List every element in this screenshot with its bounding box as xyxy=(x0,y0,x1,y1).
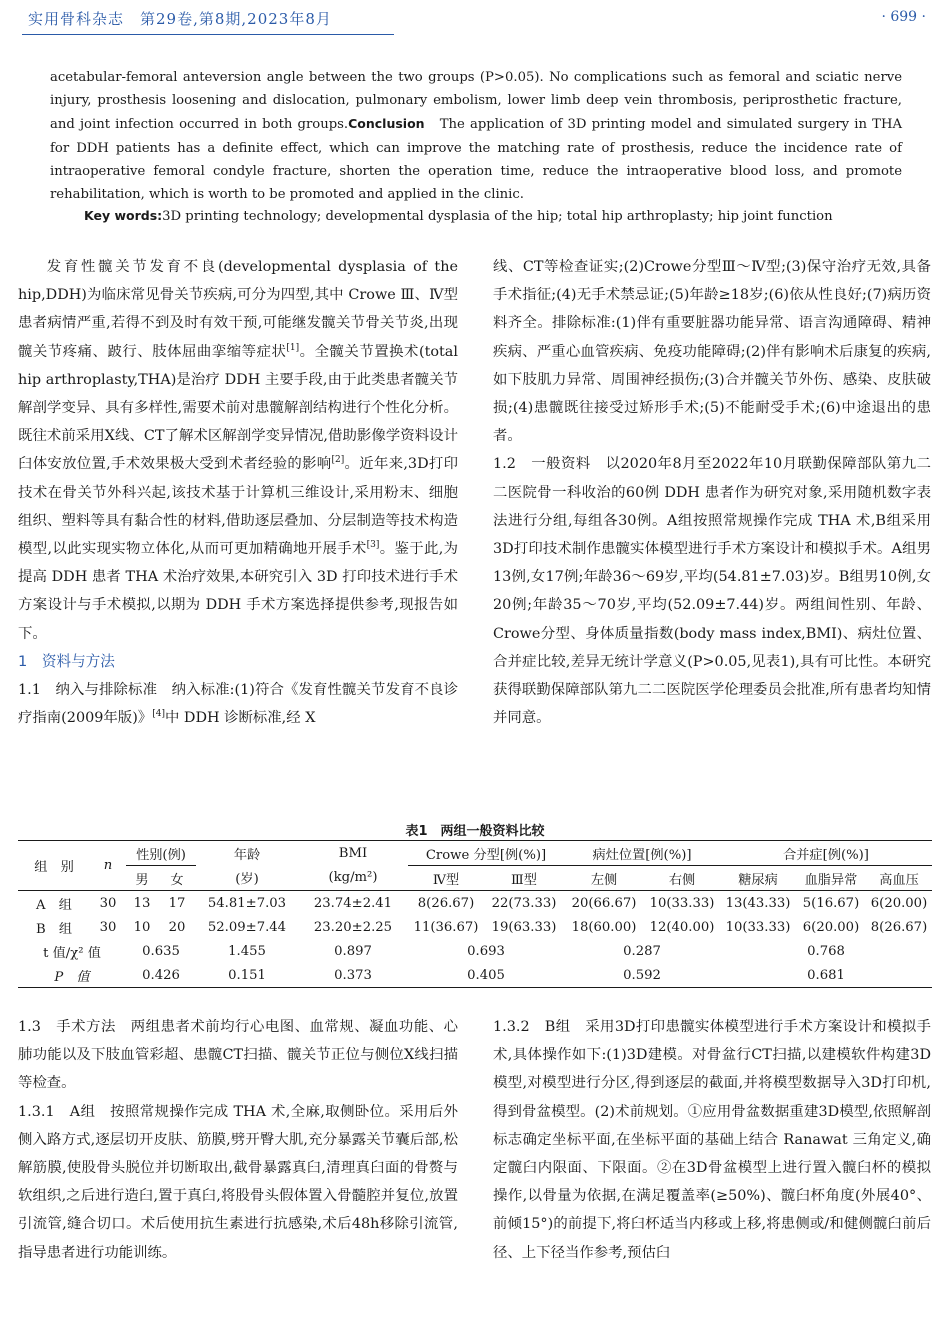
table-header-row xyxy=(18,841,932,866)
cell-stat-bmi: 0.897 xyxy=(334,943,372,959)
left-column-top xyxy=(18,253,458,732)
abstract-conclusion-text: The application of 3D printing model and simulated surgery in THA for DDH patients has a definite effect, which can improve the matching rate of prosthesis, reduce the incidence rate of intraoperative femoral condyle fracture, shorten the operation time, reduce the intraoperative blood loss, and promote rehabilitation, which is worth to be promoted and applied in the clinic. xyxy=(50,117,903,203)
th-hypertension: 高血压 xyxy=(879,872,919,888)
cell-p-age: 0.151 xyxy=(196,963,298,988)
table-subheader-row xyxy=(18,866,932,891)
cell-n: 30 xyxy=(90,891,126,916)
conclusion-label: Conclusion xyxy=(348,116,425,132)
table-row-p xyxy=(18,963,932,988)
baseline-table xyxy=(18,840,932,988)
citation-1: [1] xyxy=(286,342,300,353)
cell-dyslipidemia: 6(20.00) xyxy=(802,919,860,935)
th-male: 男 xyxy=(135,872,149,888)
cell-diabetes: 13(43.33) xyxy=(720,891,796,916)
th-group: 组 别 xyxy=(18,841,90,891)
th-sex: 性别(例) xyxy=(126,841,196,866)
left-column-bottom xyxy=(18,1013,458,1267)
th-diabetes: 糖尿病 xyxy=(738,872,778,888)
cell-hypertension: 6(20.00) xyxy=(866,891,932,916)
cell-male: 13 xyxy=(126,891,158,916)
th-comorbidity: 合并症[例(%)] xyxy=(720,841,932,866)
th-crowe: Crowe 分型[例(%)] xyxy=(408,841,564,866)
cell-age: 52.09±7.44 xyxy=(207,919,287,935)
cell-n: 30 xyxy=(99,919,117,935)
cell-group: B 组 xyxy=(35,921,73,937)
table-row-stat xyxy=(18,939,932,963)
cell-p-comorbidity: 0.681 xyxy=(720,963,932,988)
cell-female: 20 xyxy=(168,919,186,935)
section-1-3-1: 1.3.1 A组 按照常规操作完成 THA 术,全麻,取侧卧位。采用后外侧入路方式,逐层切开皮肤、筋膜,劈开臀大肌,充分暴露关节囊后部,松解筋膜,使股骨头脱位并切断取出,截骨暴露真臼,清理真臼面的骨赘与软组织,之后进行造臼,置于真臼,将股骨头假体置入骨髓腔并复位,放置引流管,缝合切口。术后使用抗生素进行抗感染,术后48h移除引流管,指导患者进行功能训练。 xyxy=(18,1103,458,1261)
cell-right: 10(33.33) xyxy=(644,891,720,916)
table-title: 表1 两组一般资料比较 xyxy=(405,824,545,839)
abstract-text xyxy=(50,66,902,206)
cell-dyslipidemia: 5(16.67) xyxy=(796,891,866,916)
abstract-results-text: acetabular-femoral anteversion angle between the two groups (P>0.05). No complications such as femoral and sciatic nerve injury, prosthesis loosening and dislocation, pulmonary embolism, lower limb deep vein thrombosis, periprosthetic fracture, and joint infection occurred in both groups. xyxy=(50,70,902,133)
section-1-2: 1.2 一般资料 以2020年8月至2022年10月联勤保障部队第九二二医院骨一科收治的60例 DDH 患者作为研究对象,采用随机数字表法进行分组,每组各30例。A组按照常规操作完成 THA 术,B组采用3D打印技术制作患髋实体模型进行手术方案设计和模拟手术。A组男13例,女17例;年龄36～69岁,平均(54.81±7.03)岁。B组男10例,女20例;年龄35～70岁,平均(52.09±7.44)岁。两组间性别、年龄、Crowe分型、身体质量指数(body mass index,BMI)、病灶位置、合并症比较,差异无统计学意义(P>0.05,见表1),具有可比性。本研究获得联勤保障部队第九二二医院医学伦理委员会批准,所有患者均知情并同意。 xyxy=(493,456,931,727)
citation-3: [3] xyxy=(366,540,380,551)
section-1-3: 1.3 手术方法 两组患者术前均行心电图、血常规、凝血功能、心肺功能以及下肢血管彩超、患髋CT扫描、髋关节正位与侧位X线扫描等检查。 xyxy=(18,1019,458,1092)
th-dyslipidemia: 血脂异常 xyxy=(804,872,858,888)
keywords-label: Key words: xyxy=(84,208,163,223)
cell-right: 12(40.00) xyxy=(649,919,715,935)
th-age: 年龄 xyxy=(196,841,298,866)
th-age-unit: (岁) xyxy=(235,872,259,888)
cell-hypertension: 8(26.67) xyxy=(870,919,928,935)
cell-crowe-4: 8(26.67) xyxy=(408,891,484,916)
th-right: 右侧 xyxy=(668,872,696,888)
cell-left: 18(60.00) xyxy=(571,919,637,935)
th-site: 病灶位置[例(%)] xyxy=(564,841,720,866)
th-crowe-4: Ⅳ型 xyxy=(432,872,460,888)
intro-text-4: 。鉴于此,为提高 DDH 患者 THA 术治疗效果,本研究引入 3D 打印技术进行手术方案设计与手术模拟,以期为 DDH 手术方案选择提供参考,现报告如下。 xyxy=(18,541,458,642)
keywords xyxy=(84,208,904,224)
cell-bmi: 23.20±2.25 xyxy=(313,919,393,935)
cell-group: A 组 xyxy=(18,891,90,916)
cell-crowe-4: 11(36.67) xyxy=(413,919,479,935)
cell-stat-age: 1.455 xyxy=(228,943,266,959)
header-rule xyxy=(22,34,394,35)
cell-bmi: 23.74±2.41 xyxy=(298,891,408,916)
cell-crowe-3: 22(73.33) xyxy=(484,891,564,916)
th-bmi: BMI xyxy=(298,841,408,866)
cell-stat-comorbidity: 0.768 xyxy=(807,943,845,959)
intro-text-3: 。近年来,3D打印技术在骨关节外科兴起,该技术基于计算机三维设计,采用粉末、细胞组织、塑料等具有黏合性的材料,借助逐层叠加、分层制造等技术构造模型,以此实现实物立体化,从而可更加精确地开展手术 xyxy=(18,456,458,558)
cell-stat-site: 0.287 xyxy=(623,943,661,959)
cell-p-label: P 值 xyxy=(18,963,126,988)
th-n: n xyxy=(90,841,126,891)
th-left: 左侧 xyxy=(590,872,618,888)
intro-text-2: 。全髋关节置换术(total hip arthroplasty,THA)是治疗 DDH 主要手段,由于此类患者髋关节解剖学变异、具有多样性,需要术前对患髋解剖结构进行个性化分析。既往术前采用X线、CT了解术区解剖学变异情况,借助影像学资料设计臼体安放位置,手术效果极大受到术者经验的影响 xyxy=(18,343,458,473)
table-row xyxy=(18,915,932,939)
cell-p-bmi: 0.373 xyxy=(298,963,408,988)
right-column-bottom xyxy=(493,1013,931,1267)
section-1-3-2: 1.3.2 B组 采用3D打印患髋实体模型进行手术方案设计和模拟手术,具体操作如下:(1)3D建模。对骨盆行CT扫描,以建模软件构建3D模型,对模型进行分区,得到逐层的截面,并将模型数据导入3D打印机,得到骨盆模型。(2)术前规划。①应用骨盆数据重建3D模型,依照解剖标志确定坐标平面,在坐标平面的基础上结合 Ranawat 三角定义,确定髋臼内限面、下限面。②在3D骨盆模型上进行置入髋臼杯的模拟操作,以骨量为依据,在满足覆盖率(≥50%)、髋臼杯角度(外展40°、前倾15°)的前提下,将臼杯适当内移或上移,将患侧或/和健侧髋臼前后径、上下径当作参考,预估臼 xyxy=(493,1019,931,1261)
section-heading-methods: 1 资料与方法 xyxy=(18,652,115,670)
cell-diabetes: 10(33.33) xyxy=(725,919,791,935)
citation-4: [4] xyxy=(152,709,165,720)
intro-text-1: 发育性髋关节发育不良(developmental dysplasia of the hip,DDH)为临床常见骨关节疾病,可分为四型,其中 Crowe Ⅲ、Ⅳ型患者病情严重,若得不到及时有效干预,可能继发髋关节骨关节炎,出现髋关节疼痛、跛行、肢体屈曲挛缩等症状 xyxy=(18,259,458,360)
criteria-paragraph: 线、CT等检查证实;(2)Crowe分型Ⅲ～Ⅳ型;(3)保守治疗无效,具备手术指征;(4)无手术禁忌证;(5)年龄≥18岁;(6)依从性良好;(7)病历资料齐全。排除标准:(1)伴有重要脏器功能异常、语言沟通障碍、精神疾病、严重心血管疾病、免疫功能障碍;(2)伴有影响术后康复的疾病,如下肢肌力异常、周围神经损伤;(3)合并髋关节外伤、感染、皮肤破损;(4)患髋既往接受过矫形手术;(5)不能耐受手术;(6)中途退出的患者。 xyxy=(493,259,931,445)
cell-p-sex: 0.426 xyxy=(126,963,196,988)
section-1-1 xyxy=(18,676,458,732)
section-1-1-text: 1.1 纳入与排除标准 纳入标准:(1)符合《发育性髋关节发育不良诊疗指南(2009年版)》 xyxy=(18,682,458,727)
cell-p-crowe: 0.405 xyxy=(408,963,564,988)
cell-stat-label: t 值/χ² 值 xyxy=(43,945,101,961)
table-row xyxy=(18,891,932,916)
keywords-text: 3D printing technology; developmental dysplasia of the hip; total hip arthroplasty; hip joint function xyxy=(162,209,833,224)
right-column-top xyxy=(493,253,931,732)
intro-paragraph xyxy=(18,253,458,648)
cell-male: 10 xyxy=(133,919,151,935)
page-number: · 699 · xyxy=(881,9,926,25)
cell-stat-sex: 0.635 xyxy=(142,943,180,959)
cell-female: 17 xyxy=(158,891,196,916)
citation-2: [2] xyxy=(331,455,345,466)
section-1-1-text-end: 中 DDH 诊断标准,经 X xyxy=(164,710,316,727)
cell-left: 20(66.67) xyxy=(564,891,644,916)
th-female: 女 xyxy=(170,872,184,888)
cell-p-site: 0.592 xyxy=(564,963,720,988)
cell-crowe-3: 19(63.33) xyxy=(491,919,557,935)
cell-age: 54.81±7.03 xyxy=(196,891,298,916)
cell-stat-crowe: 0.693 xyxy=(467,943,505,959)
th-bmi-unit: (kg/m²) xyxy=(328,870,378,886)
journal-header: 实用骨科杂志 第29卷,第8期,2023年8月 xyxy=(28,10,332,28)
th-crowe-3: Ⅲ型 xyxy=(511,872,537,888)
